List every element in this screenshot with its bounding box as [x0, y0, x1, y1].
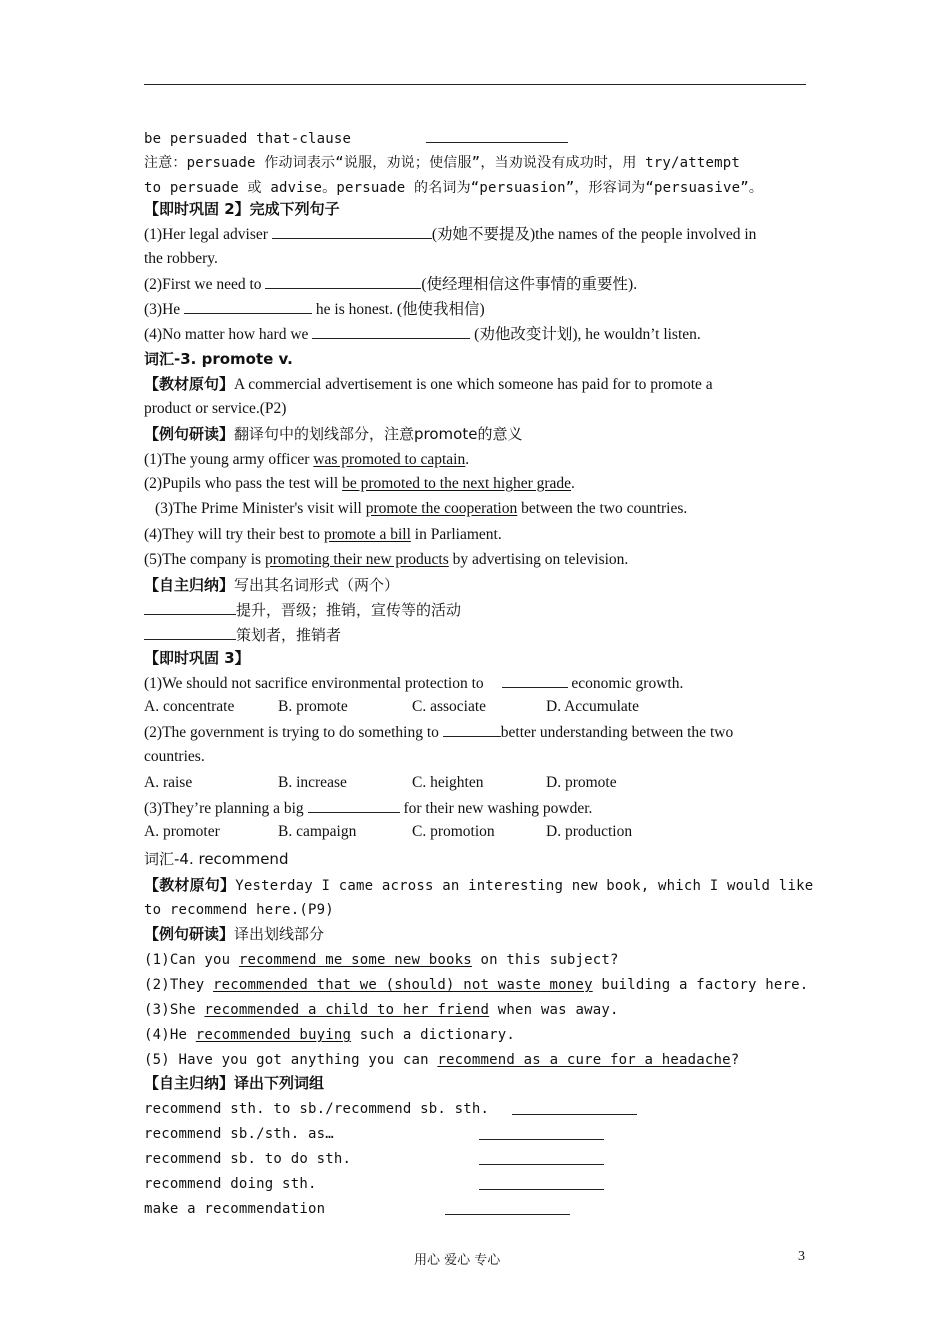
ex2-q1-text: (1)Her legal adviser	[144, 226, 268, 243]
answer-blank[interactable]	[144, 625, 236, 640]
summary-meaning: 策划者，推销者	[236, 626, 342, 644]
question-text: (3)They’re planning a big	[144, 800, 304, 817]
question-text: better understanding between the two	[500, 724, 734, 741]
underlined-phrase: recommend me some new books	[238, 952, 472, 968]
persuaded-clause-line	[144, 128, 568, 149]
answer-blank[interactable]	[512, 1100, 637, 1115]
original-sentence: Yesterday I came across an interesting new book, which I would like	[235, 878, 814, 894]
ex2-q3-text: (3)He	[144, 301, 181, 318]
option-c[interactable]: C. promotion	[412, 823, 495, 840]
sentence-text: .	[465, 451, 470, 468]
phrase-text: recommend doing sth.	[144, 1176, 317, 1192]
sentence-text: on this subject?	[471, 952, 619, 968]
study-instruction: 翻译句中的划线部分，注意promote的意义	[234, 425, 523, 443]
sentence-text: (5) Have you got anything you can	[144, 1052, 438, 1068]
section-label: 【例句研读】	[144, 925, 235, 943]
underlined-phrase: was promoted to captain	[313, 451, 466, 468]
phrase-row-3	[144, 1149, 351, 1169]
phrase-row-2	[144, 1124, 334, 1144]
ex2-q3	[144, 299, 485, 320]
answer-blank[interactable]	[312, 324, 470, 339]
ex2-q4-text: (劝他改变计划), he wouldn’t listen.	[474, 326, 701, 343]
ex3-q3-options	[144, 822, 680, 842]
vocab4-original-cont: to recommend here.(P9)	[144, 902, 334, 918]
ex3-q1	[144, 673, 683, 694]
sentence-text: (3)She	[144, 1002, 205, 1018]
option-b[interactable]: B. promote	[278, 698, 348, 715]
answer-blank[interactable]	[443, 722, 501, 737]
section-label: 【自主归纳】	[144, 576, 235, 594]
vocab3-s2	[144, 474, 575, 494]
ex3-q1-options	[144, 697, 680, 717]
vocab3-s3	[155, 499, 687, 519]
phrase-row-5	[144, 1199, 325, 1219]
vocab4-original	[144, 875, 813, 896]
sentence-text: (5)The company is	[144, 551, 265, 568]
vocab3-study	[144, 424, 522, 445]
vocab3-summary-2	[144, 625, 341, 645]
persuade-note-1: 注意：persuade 作动词表示“说服，劝说；使信服”，当劝说没有成功时，用 try/attempt	[144, 155, 741, 171]
vocab4-s4	[144, 1025, 515, 1045]
option-d[interactable]: D. promote	[546, 774, 617, 791]
option-c[interactable]: C. heighten	[412, 774, 484, 791]
ex3-heading: 【即时巩固 3】	[144, 649, 250, 667]
sentence-text: (1)The young army officer	[144, 451, 314, 468]
ex2-heading: 【即时巩固 2】完成下列句子	[144, 200, 340, 218]
section-label: 【教材原句】	[144, 375, 235, 393]
persuaded-clause: be persuaded that-clause	[144, 131, 352, 147]
ex2-q1-text: (劝她不要提及)the names of the people involved in	[431, 226, 757, 243]
option-b[interactable]: B. campaign	[278, 823, 357, 840]
answer-blank[interactable]	[426, 128, 568, 143]
answer-blank[interactable]	[308, 798, 400, 813]
vocab4-study	[144, 924, 324, 945]
header-rule	[144, 84, 806, 85]
sentence-text: when was away.	[489, 1002, 619, 1018]
ex2-q2	[144, 274, 637, 295]
phrase-row-1	[144, 1099, 489, 1119]
answer-blank[interactable]	[144, 600, 236, 615]
question-text: (2)The government is trying to do something to	[144, 724, 439, 741]
sentence-text: between the two countries.	[517, 500, 688, 517]
answer-blank[interactable]	[272, 224, 432, 239]
footer-motto: 用心 爱心 专心	[414, 1253, 501, 1268]
sentence-text: (1)Can you	[144, 952, 239, 968]
section-label: 【例句研读】	[144, 425, 235, 443]
sentence-text: building a factory here.	[592, 977, 809, 993]
vocab4-s3	[144, 1000, 619, 1020]
vocab3-s5	[144, 550, 628, 570]
option-d[interactable]: D. production	[546, 823, 633, 840]
page-number: 3	[798, 1249, 805, 1264]
question-text: for their new washing powder.	[403, 800, 593, 817]
phrase-text: recommend sth. to sb./recommend sb. sth.	[144, 1101, 490, 1117]
underlined-phrase: promoting their new products	[264, 551, 449, 568]
vocab3-original-cont: product or service.(P2)	[144, 400, 287, 417]
sentence-text: (4)He	[144, 1027, 196, 1043]
vocab3-s4	[144, 525, 502, 545]
option-a[interactable]: A. promoter	[144, 823, 220, 840]
original-sentence: A commercial advertisement is one which someone has paid for to promote a	[234, 376, 713, 393]
ex2-q3-text: he is honest. (他使我相信)	[315, 301, 485, 318]
ex3-q2-cont: countries.	[144, 748, 205, 765]
underlined-phrase: recommended that we (should) not waste money	[213, 977, 593, 993]
question-text: economic growth.	[571, 675, 684, 692]
ex2-q2-text: (2)First we need to	[144, 276, 262, 293]
ex3-q3	[144, 798, 592, 819]
ex2-q4	[144, 324, 701, 345]
sentence-text: (2)Pupils who pass the test will	[144, 475, 343, 492]
answer-blank[interactable]	[184, 299, 312, 314]
vocab3-s1	[144, 450, 469, 470]
vocab4-summary-heading: 【自主归纳】译出下列词组	[144, 1074, 325, 1092]
vocab4-s2	[144, 975, 808, 995]
sentence-text: (2)They	[144, 977, 214, 993]
phrase-text: recommend sb./sth. as…	[144, 1126, 334, 1142]
phrase-row-4	[144, 1174, 317, 1194]
phrase-text: make a recommendation	[144, 1201, 326, 1217]
option-c[interactable]: C. associate	[412, 698, 487, 715]
option-a[interactable]: A. concentrate	[144, 698, 235, 715]
section-label: 【教材原句】	[144, 876, 236, 894]
ex2-q1-cont: the robbery.	[144, 250, 218, 267]
underlined-phrase: recommended buying	[195, 1027, 352, 1043]
study-instruction: 译出划线部分	[234, 925, 325, 943]
ex2-q1	[144, 224, 756, 245]
underlined-phrase: promote the cooperation	[365, 500, 518, 517]
sentence-text: .	[571, 475, 575, 492]
option-a[interactable]: A. raise	[144, 774, 193, 791]
question-text: (1)We should not sacrifice environmental protection to	[144, 675, 484, 692]
vocab3-heading: 词汇-3. promote v.	[144, 350, 293, 368]
underlined-phrase: be promoted to the next higher grade	[342, 475, 572, 492]
underlined-phrase: promote a bill	[323, 526, 411, 543]
ex2-q4-text: (4)No matter how hard we	[144, 326, 309, 343]
ex3-q2	[144, 722, 733, 743]
vocab3-summary-1	[144, 600, 461, 620]
phrase-text: recommend sb. to do sth.	[144, 1151, 352, 1167]
ex3-q2-options	[144, 773, 680, 793]
answer-blank[interactable]	[445, 1200, 570, 1215]
vocab3-original	[144, 374, 713, 395]
vocab4-s1	[144, 950, 619, 970]
summary-instruction: 写出其名词形式（两个）	[234, 576, 400, 594]
persuade-note-2: to persuade 或 advise。persuade 的名词为“persuasion”，形容词为“persuasive”。	[144, 180, 764, 196]
sentence-text: by advertising on television.	[448, 551, 629, 568]
underlined-phrase: recommended a child to her friend	[204, 1002, 490, 1018]
vocab3-summary	[144, 575, 399, 596]
answer-blank[interactable]	[479, 1125, 604, 1140]
summary-meaning: 提升，晋级；推销，宣传等的活动	[236, 601, 462, 619]
answer-blank[interactable]	[502, 673, 568, 688]
sentence-text: in Parliament.	[410, 526, 502, 543]
sentence-text: ?	[730, 1052, 740, 1068]
answer-blank[interactable]	[479, 1150, 604, 1165]
sentence-text: such a dictionary.	[351, 1027, 516, 1043]
option-b[interactable]: B. increase	[278, 774, 347, 791]
option-d[interactable]: D. Accumulate	[546, 698, 639, 715]
sentence-text: (3)The Prime Minister's visit will	[155, 500, 366, 517]
sentence-text: (4)They will try their best to	[144, 526, 324, 543]
vocab4-heading: 词汇-4. recommend	[144, 850, 289, 868]
underlined-phrase: recommend as a cure for a headache	[437, 1052, 731, 1068]
answer-blank[interactable]	[479, 1175, 604, 1190]
answer-blank[interactable]	[265, 274, 421, 289]
vocab4-s5	[144, 1050, 739, 1070]
ex2-q2-text: (使经理相信这件事情的重要性).	[421, 276, 638, 293]
